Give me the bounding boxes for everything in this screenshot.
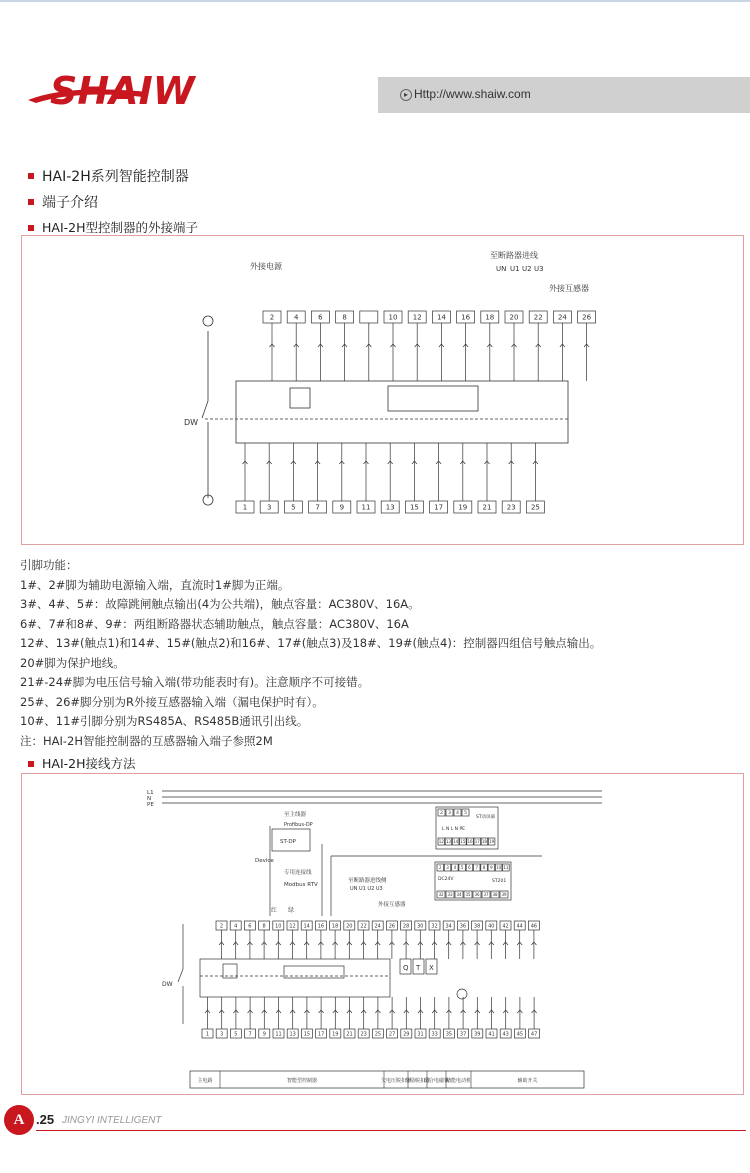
- top-terminal-label: 22: [533, 313, 543, 322]
- top-terminal-label: 24: [374, 923, 381, 930]
- module2-top-terminal-label: 4: [453, 864, 457, 870]
- legend-group: [197, 1071, 537, 1088]
- company-name: JINGYI INTELLIGENT: [62, 1115, 162, 1126]
- label-profibus: Profibus-DP: [284, 822, 313, 828]
- module1-bottom-terminal-label: 18: [481, 838, 487, 844]
- top-terminal-label: 6: [318, 313, 323, 322]
- label-dw: DW: [162, 981, 173, 988]
- module2-top-terminals: [437, 864, 509, 871]
- bottom-terminal-label: 41: [488, 1031, 495, 1038]
- label-stdp: ST-DP: [280, 839, 296, 845]
- top-terminal-label: 4: [293, 313, 299, 322]
- module2-top-terminal-label: 5: [460, 864, 464, 870]
- bus-l1: L1: [147, 790, 154, 796]
- play-circle-icon: ▸: [400, 89, 412, 101]
- label-external-sensor: 外接互感器: [378, 902, 406, 908]
- top-terminal-label: 10: [275, 923, 282, 930]
- module2-mid: DC24V: [438, 877, 454, 882]
- bottom-terminal-label: 11: [275, 1031, 282, 1038]
- top-terminal-label: 46: [530, 923, 538, 930]
- bottom-terminal-label: 23: [506, 503, 516, 512]
- bottom-terminal-label: 19: [332, 1031, 339, 1038]
- pin-line: 3#、4#、5#：故障跳闸触点输出(4为公共端)，触点容量：AC380V、16A。: [20, 597, 420, 611]
- top-terminal-label: 28: [402, 923, 410, 930]
- pin-line: 6#、7#和8#、9#：两组断路器状态辅助触点，触点容量：AC380V、16A: [20, 616, 409, 631]
- module2-label: ST201: [492, 879, 507, 884]
- label-external-sensor: 外接互感器: [549, 284, 589, 293]
- phase-u2: U2: [522, 265, 532, 273]
- top-terminal-label: 16: [317, 923, 325, 930]
- shaiw-logo: [28, 70, 243, 110]
- top-terminal-label: 2: [219, 923, 224, 930]
- module1-mid: L N L N PE: [442, 827, 466, 832]
- bottom-terminal-label: 37: [459, 1031, 467, 1038]
- bottom-terminal-label: 25: [530, 503, 540, 512]
- module2-bottom-terminal-label: 34: [456, 891, 462, 897]
- top-terminal-label: 20: [346, 923, 353, 930]
- top-terminal-label: 14: [303, 923, 310, 930]
- bottom-terminal-label: 5: [291, 503, 296, 512]
- module1-top-terminal-label: 3: [448, 811, 451, 817]
- module2-top-terminal-label: 3: [446, 864, 449, 870]
- bottom-terminal-label: 5: [234, 1031, 238, 1038]
- bus-n: N: [147, 796, 152, 802]
- bottom-terminal-label: 47: [530, 1031, 538, 1038]
- top-terminal-label: 44: [516, 923, 523, 930]
- legend-cell: 主电路: [197, 1078, 213, 1084]
- pin-line: 20#脚为保护地线。: [20, 655, 125, 670]
- bottom-terminal-label: 31: [417, 1031, 424, 1038]
- legend-cell: 储能电动机: [445, 1078, 472, 1084]
- bottom-terminal-label: 43: [502, 1031, 509, 1038]
- top-terminal-label: 40: [488, 923, 495, 930]
- logo-text: SHAIW: [50, 70, 195, 110]
- bottom-terminal-label: 1: [205, 1031, 210, 1038]
- footer-rule: [36, 1130, 746, 1131]
- qtx-q: Q: [403, 964, 409, 972]
- bullet-square-icon: [28, 761, 34, 767]
- module1-bottom-terminal-label: 16: [467, 838, 473, 844]
- module2-bottom-terminal-label: 36: [474, 891, 480, 897]
- bottom-terminal-label: 9: [262, 1031, 266, 1038]
- bottom-terminal-group: [202, 997, 540, 1038]
- top-terminal-label: 38: [473, 923, 481, 930]
- module1-bottom-terminal-label: 14: [453, 838, 459, 844]
- phase-u3: U3: [534, 265, 544, 273]
- top-terminal-label: 12: [412, 313, 422, 322]
- bottom-terminal-label: 13: [289, 1031, 296, 1038]
- module1-bottom-terminal-label: 13: [445, 838, 451, 844]
- bottom-terminal-label: 19: [458, 503, 468, 512]
- phase-un: UN: [496, 265, 507, 273]
- bottom-terminal-label: 33: [431, 1031, 438, 1038]
- module1-label: ST动屏幕: [476, 815, 496, 820]
- pin-functions: [20, 556, 601, 751]
- top-terminal-label: 10: [388, 313, 398, 322]
- module2-bottom-terminal-label: 33: [447, 891, 453, 897]
- module2-bottom-terminal-label: 38: [492, 891, 498, 897]
- module2-bottom-terminals: [437, 891, 508, 898]
- bottom-terminal-label: 15: [409, 503, 419, 512]
- legend-cell: 智能型控制器: [286, 1078, 318, 1084]
- pin-line: 12#、13#(触点1)和14#、15#(触点2)和16#、17#(触点3)及18#、19#(触点4)：控制器四组信号触点输出。: [20, 636, 602, 650]
- bus-pe: PE: [147, 802, 154, 808]
- pin-line: 注：HAI-2H智能控制器的互感器输入端子参照2M: [20, 733, 273, 748]
- legend-cell: 闭合电磁铁: [423, 1078, 450, 1084]
- top-terminal-label: 34: [445, 923, 452, 930]
- label-device: Device: [255, 858, 274, 864]
- top-terminal-label: 22: [360, 923, 367, 930]
- bottom-terminal-label: 13: [385, 503, 395, 512]
- bullet-square-icon: [28, 173, 34, 179]
- bullet-square-icon: [28, 199, 34, 205]
- url-bar: [378, 77, 750, 113]
- legend-cell: 辅助开关: [517, 1078, 538, 1084]
- bottom-terminal-label: 45: [516, 1031, 524, 1038]
- terminals-heading: 端子介绍: [28, 192, 98, 212]
- top-terminal-label: 8: [342, 313, 347, 322]
- top-terminal-label: 24: [557, 313, 567, 322]
- module2-bottom-terminal-label: 37: [483, 891, 489, 897]
- bottom-terminal-label: 23: [360, 1031, 367, 1038]
- module1-top-terminals: [438, 809, 469, 816]
- label-dw: DW: [184, 418, 199, 427]
- bottom-terminal-label: 3: [220, 1031, 224, 1038]
- bottom-terminal-label: 35: [445, 1031, 453, 1038]
- bottom-terminal-group: [236, 443, 544, 513]
- module1-top-terminal-label: 2: [440, 811, 443, 817]
- bottom-terminal-label: 21: [346, 1031, 353, 1038]
- pin-line: 25#、26#脚分别为R外接互感器输入端（漏电保护时有）。: [20, 694, 324, 709]
- top-terminal-label: 4: [234, 923, 238, 930]
- bottom-terminal-label: 7: [315, 503, 320, 512]
- top-rule: [0, 0, 750, 2]
- bottom-terminal-label: 15: [303, 1031, 311, 1038]
- section-badge: A: [4, 1105, 34, 1135]
- external-terminals-heading: HAI-2H型控制器的外接端子: [28, 218, 198, 236]
- legend-cell: 分励脱扣器: [404, 1078, 431, 1084]
- module2-top-terminal-label: 8: [482, 864, 486, 870]
- pin-line: 10#、11#引脚分别为RS485A、RS485B通讯引出线。: [20, 714, 309, 728]
- pin-line: 1#、2#脚为辅助电源输入端，直流时1#脚为正端。: [20, 577, 290, 592]
- module2-top-terminal-label: 9: [490, 864, 493, 870]
- top-terminal-label: 8: [262, 923, 266, 930]
- bottom-terminal-label: 7: [248, 1031, 252, 1038]
- legend-cell: 欠电压脱扣器: [380, 1078, 412, 1084]
- label-external-power: 外接电源: [250, 262, 282, 271]
- bottom-terminal-label: 39: [474, 1031, 481, 1038]
- top-terminal-group: [263, 311, 596, 381]
- top-terminal-label: 26: [388, 923, 396, 930]
- bottom-terminal-label: 9: [339, 503, 345, 512]
- module2-bottom-terminal-label: 35: [465, 891, 471, 897]
- phase-labels: UN U1 U2 U3: [350, 886, 383, 892]
- top-terminal-label: 18: [485, 313, 495, 322]
- module2-top-terminal-label: 11: [503, 864, 509, 870]
- terminal-diagram-frame: [21, 235, 744, 545]
- page-number: .25: [36, 1112, 55, 1127]
- terminal-diagram: [22, 236, 743, 544]
- bottom-terminal-label: 3: [266, 503, 272, 512]
- module2-top-terminal-label: 10: [496, 864, 502, 870]
- top-terminal-label: 14: [436, 313, 446, 322]
- top-terminal-box: [360, 311, 378, 323]
- wiring-diagram: [22, 774, 743, 1094]
- module2-bottom-terminal-label: 39: [501, 891, 507, 897]
- label-breaker-inlet: 至断路器进线: [490, 251, 538, 260]
- bottom-terminal-label: 29: [403, 1031, 410, 1038]
- module2-top-terminal-label: 7: [475, 864, 479, 870]
- bottom-terminal-label: 1: [242, 503, 248, 512]
- top-terminal-label: 42: [502, 923, 509, 930]
- pin-line: 21#-24#脚为电压信号输入端(带功能表时有)。注意顺序不可接错。: [20, 675, 370, 689]
- qtx-x: X: [429, 964, 434, 972]
- top-terminal-group: [216, 921, 539, 959]
- top-terminal-label: 26: [582, 313, 592, 322]
- module2-bottom-terminal-label: 32: [438, 891, 444, 897]
- top-terminal-label: 32: [431, 923, 438, 930]
- website-url[interactable]: Http://www.shaiw.com: [414, 87, 531, 101]
- label-green: 绿: [288, 907, 295, 914]
- series-heading: HAI-2H系列智能控制器: [28, 166, 189, 186]
- wiring-diagram-frame: [21, 773, 744, 1095]
- module1-bottom-terminal-label: 19: [489, 838, 495, 844]
- wiring-heading: HAI-2H接线方法: [28, 754, 136, 772]
- top-terminal-label: 30: [417, 923, 424, 930]
- bottom-terminal-label: 27: [388, 1031, 396, 1038]
- label-to-master: 至主线器: [284, 812, 307, 818]
- phase-u1: U1: [510, 265, 520, 273]
- label-breaker-inlet: 至断路器进线侧: [348, 878, 387, 884]
- module1-bottom-terminals: [438, 838, 495, 845]
- bullet-square-icon: [28, 225, 34, 231]
- label-red: 红: [271, 907, 278, 914]
- bottom-terminal-label: 17: [317, 1031, 325, 1038]
- top-terminal-label: 12: [289, 923, 296, 930]
- bottom-terminal-label: 21: [482, 503, 492, 512]
- label-special-cable: 专用连接线: [284, 870, 312, 876]
- top-terminal-label: 6: [248, 923, 252, 930]
- pin-functions-title: 引脚功能：: [20, 558, 78, 572]
- bottom-terminal-label: 25: [374, 1031, 382, 1038]
- bottom-terminal-label: 11: [361, 503, 371, 512]
- module1-top-terminal-label: 4: [456, 811, 459, 817]
- top-terminal-label: 2: [269, 313, 275, 322]
- module1-top-terminal-label: 5: [464, 811, 467, 817]
- top-terminal-label: 36: [459, 923, 467, 930]
- top-terminal-label: 20: [509, 313, 519, 322]
- bottom-terminal-label: 17: [434, 503, 444, 512]
- module2-top-terminal-label: 2: [438, 864, 442, 870]
- module1-bottom-terminal-label: 12: [438, 838, 444, 844]
- module1-bottom-terminal-label: 15: [460, 838, 466, 844]
- top-terminal-label: 16: [461, 313, 471, 322]
- top-terminal-label: 18: [331, 923, 339, 930]
- label-modbus: Modbus RTV: [284, 882, 318, 888]
- module2-top-terminal-label: 6: [468, 864, 471, 870]
- qtx-t: T: [416, 964, 421, 972]
- module1-bottom-terminal-label: 17: [474, 838, 480, 844]
